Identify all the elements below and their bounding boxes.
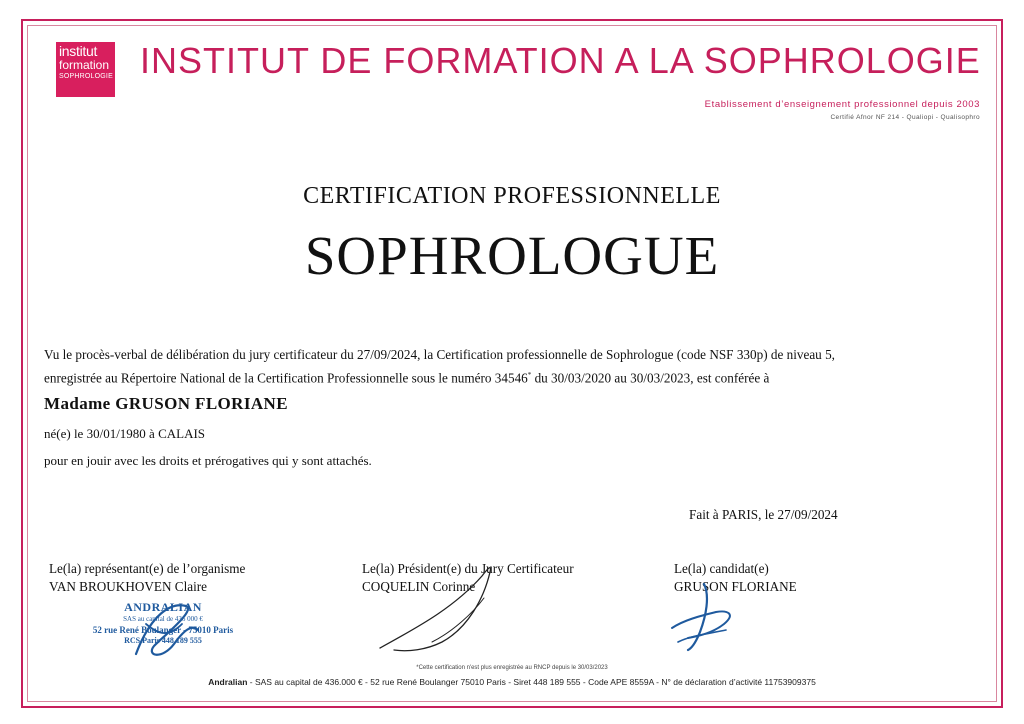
signature-name: GRUSON FLORIANE xyxy=(674,579,797,594)
recipient-name: Madame GRUSON FLORIANE xyxy=(44,394,288,413)
stamp-rcs: RCS Paris 448 189 555 xyxy=(124,636,202,645)
footer-company: Andralian xyxy=(208,677,248,687)
signature-name: VAN BROUKHOVEN Claire xyxy=(49,579,207,594)
institute-subtitle: Etablissement d’enseignement professionnel depuis 2003 xyxy=(704,99,980,110)
logo-line-formation: formation xyxy=(59,58,110,72)
body-line-2-end: du 30/03/2020 au 30/03/2023, est conférée à xyxy=(531,370,770,386)
stamp-company: ANDRALIAN xyxy=(124,600,202,614)
certificate-profession: SOPHROLOGUE xyxy=(304,225,720,286)
stamp-address: 52 rue René Boulanger - 75010 Paris xyxy=(92,625,234,635)
body-line-1: Vu le procès-verbal de délibération du jury certificateur du 27/09/2024, la Certification professionnelle de Sophrologue (code NSF 330p) de niveau 5, xyxy=(44,347,835,362)
body-line-2 xyxy=(44,365,984,388)
rights-statement: pour en jouir avec les droits et prérogatives qui y sont attachés. xyxy=(44,453,372,468)
footnote: *Cette certification n'est plus enregistrée au RNCP depuis le 30/03/2023 xyxy=(416,665,608,671)
signature-mark-organisation xyxy=(96,594,216,664)
certificate-title: CERTIFICATION PROFESSIONNELLE xyxy=(303,183,721,209)
signature-block-organisation xyxy=(49,560,245,596)
body-line-2-start: enregistrée au Répertoire National de la Certification Professionnelle sous le numéro 34546 xyxy=(44,370,528,386)
signature-mark-candidate xyxy=(666,576,746,656)
footnote-mark: * xyxy=(527,371,532,379)
institute-logo xyxy=(56,42,115,97)
stamp-capital: SAS au capital de 436 000 € xyxy=(123,615,203,623)
recipient-birth: né(e) le 30/01/1980 à CALAIS xyxy=(44,426,206,441)
footer-details: - SAS au capital de 436.000 € - 52 rue René Boulanger 75010 Paris - Siret 448 189 555 - Code APE 8559A - N° de déclaration d’activité 11753909375 xyxy=(247,677,816,687)
institute-title: INSTITUT DE FORMATION A LA SOPHROLOGIE xyxy=(140,40,981,81)
signature-name: COQUELIN Corinne xyxy=(362,579,476,594)
place-and-date: Fait à PARIS, le 27/09/2024 xyxy=(689,507,838,522)
logo-line-institut: institut xyxy=(59,43,98,59)
signature-role: Le(la) candidat(e) xyxy=(674,561,769,576)
signature-role: Le(la) représentant(e) de l’organisme xyxy=(49,561,246,576)
footer-legal xyxy=(0,677,1024,687)
certificate-body-text xyxy=(44,344,984,388)
logo-line-sophrologie: SOPHROLOGIE xyxy=(59,73,113,80)
signature-role: Le(la) Président(e) du Jury Certificateur xyxy=(362,561,574,576)
institute-certifications: Certifié Afnor NF 214 - Qualiopi - Qualisophro xyxy=(830,114,980,121)
signature-mark-jury-president xyxy=(372,558,512,658)
